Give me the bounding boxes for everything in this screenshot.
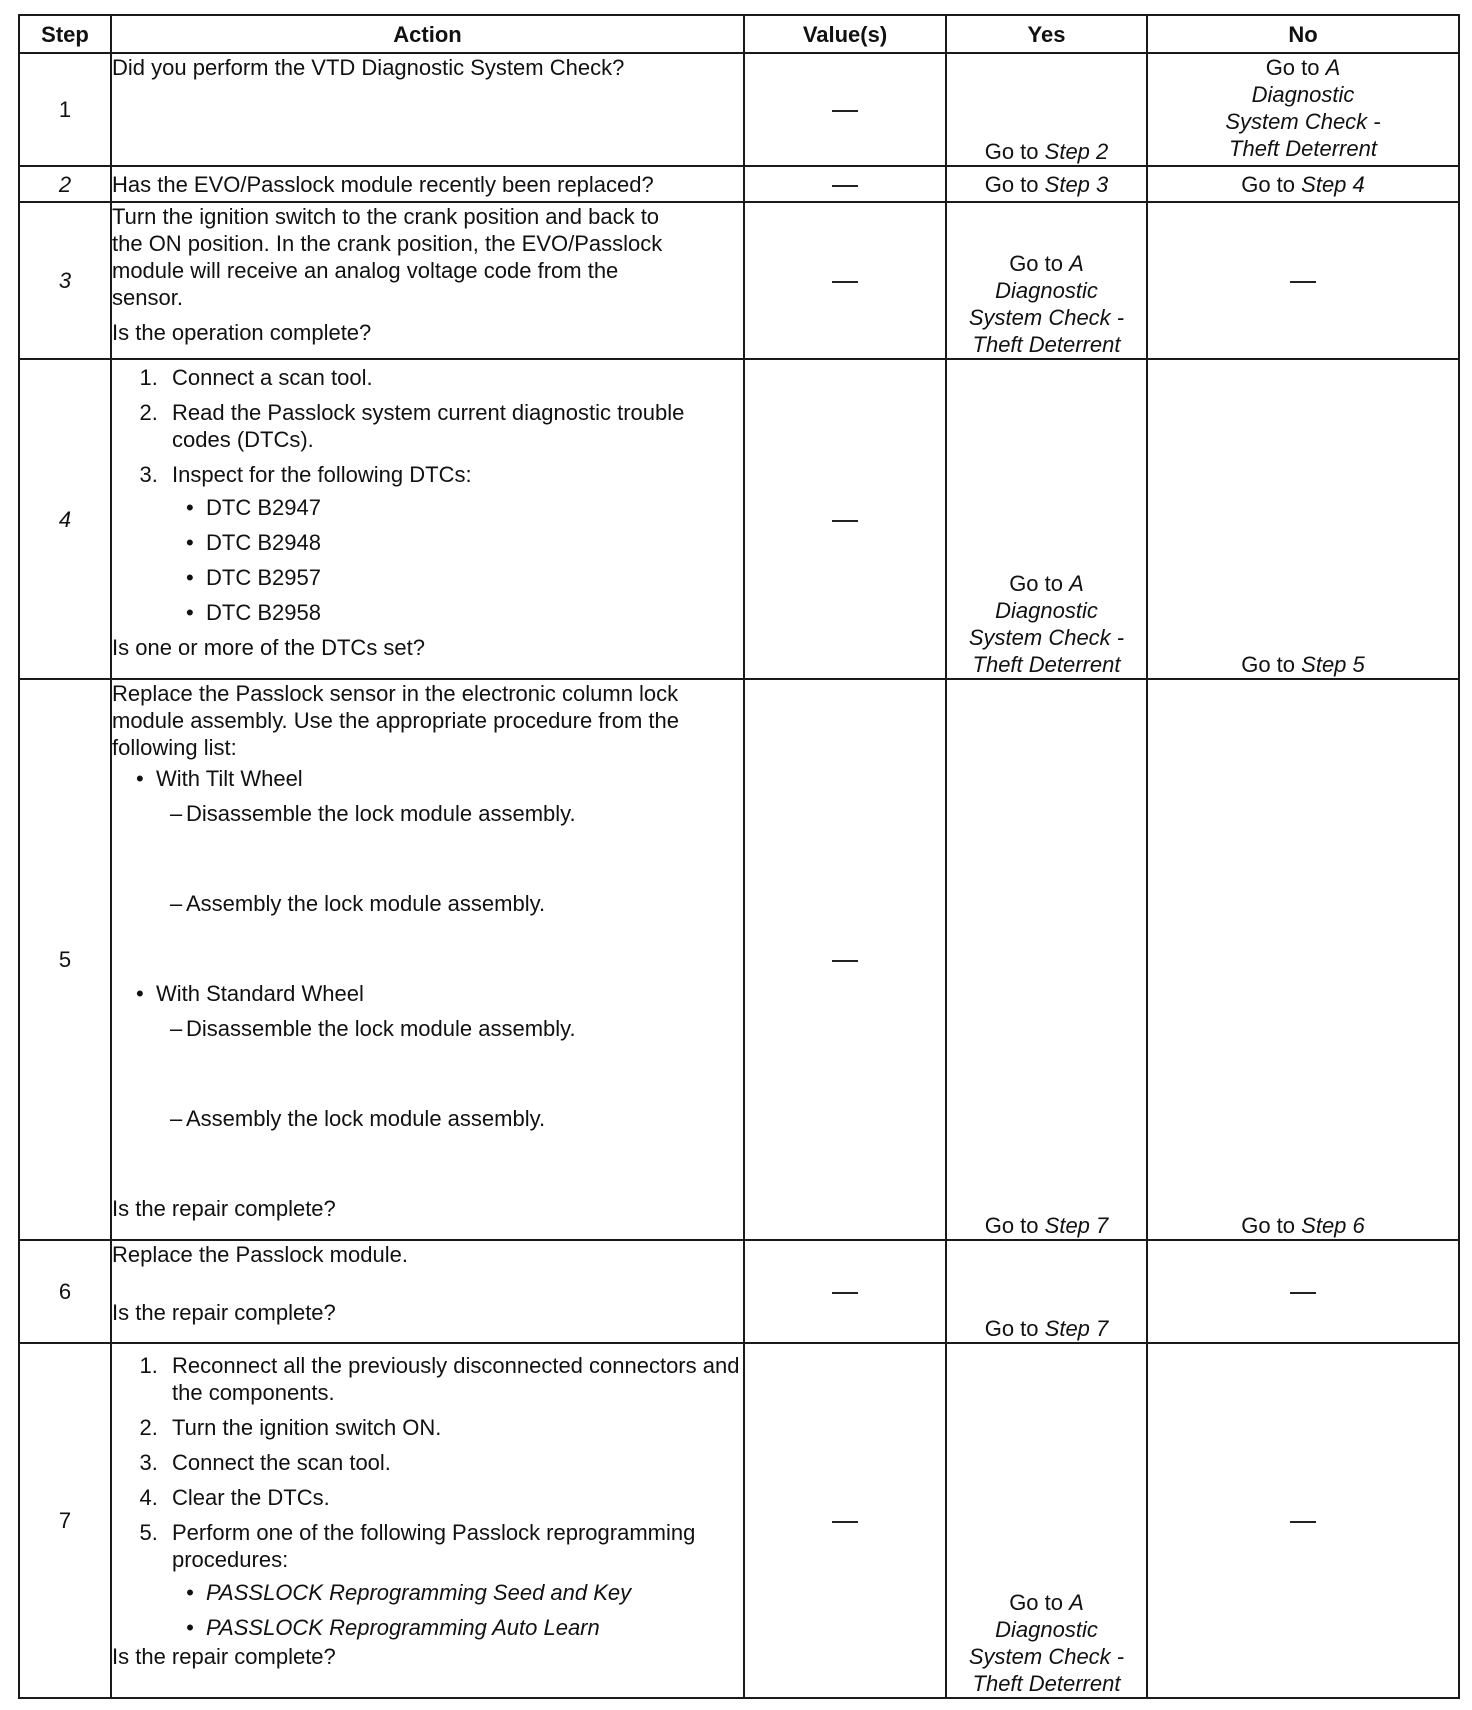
dash-mark xyxy=(1290,1292,1316,1294)
goto-step-link[interactable]: Step 5 xyxy=(1301,652,1365,677)
value-cell xyxy=(744,202,946,359)
dtc-item: • DTC B2958 xyxy=(184,599,743,626)
dash-mark xyxy=(832,110,858,112)
list-item: 3. Connect the scan tool. xyxy=(164,1449,743,1476)
action-question: Is one or more of the DTCs set? xyxy=(112,635,426,660)
step-number: 7 xyxy=(19,1343,111,1698)
header-yes: Yes xyxy=(946,15,1147,53)
table-row-step-7 xyxy=(19,1343,1459,1698)
dash-mark xyxy=(832,1292,858,1294)
list-item: 1. Reconnect all the previously disconnected connectors and the components. xyxy=(164,1352,743,1406)
yes-cell xyxy=(946,1343,1147,1698)
procedure-link[interactable]: • PASSLOCK Reprogramming Auto Learn xyxy=(184,1614,743,1641)
step-number: 3 xyxy=(19,202,111,359)
list-item: 1. Connect a scan tool. xyxy=(164,364,743,391)
reprogramming-procedures xyxy=(112,1579,743,1641)
no-cell: Go to Step 6 xyxy=(1147,679,1459,1240)
no-cell: Go to Step 5 xyxy=(1147,359,1459,679)
action-cell xyxy=(111,1343,744,1698)
table-row-step-5 xyxy=(19,679,1459,1240)
yes-cell: Go to Step 3 xyxy=(946,166,1147,202)
step-number: 2 xyxy=(19,166,111,202)
action-cell xyxy=(111,202,744,359)
value-cell xyxy=(744,679,946,1240)
goto-step-link[interactable]: Step 4 xyxy=(1301,171,1365,197)
header-action: Action xyxy=(111,15,744,53)
list-item: 5. Perform one of the following Passlock reprogramming procedures: xyxy=(164,1519,743,1573)
dash-mark xyxy=(832,1521,858,1523)
action-cell xyxy=(111,1240,744,1343)
value-cell xyxy=(744,166,946,202)
action-line: Replace the Passlock sensor in the electronic column lock xyxy=(112,681,679,706)
action-cell xyxy=(111,166,744,202)
list-item: • With Standard Wheel – Disassemble the lock module assembly. – Assembly the lock module assembly. xyxy=(134,980,743,1132)
sub-step: – Disassemble the lock module assembly. xyxy=(156,1015,743,1042)
goto-step-link[interactable]: Step 7 xyxy=(1044,1316,1109,1341)
dash-mark xyxy=(832,281,858,283)
dash-mark xyxy=(1290,1521,1316,1523)
list-item: 3. Inspect for the following DTCs: xyxy=(164,461,743,488)
procedure-list xyxy=(112,1352,743,1573)
dash-mark xyxy=(1290,281,1316,283)
list-item: 2. Read the Passlock system current diagnostic trouble codes (DTCs). xyxy=(164,399,743,453)
header-no: No xyxy=(1147,15,1459,53)
table-row-step-6 xyxy=(19,1240,1459,1343)
header-step: Step xyxy=(19,15,111,53)
goto-diagnostic-check-link[interactable]: Go to A Diagnostic System Check - Theft Deterrent xyxy=(968,251,1125,357)
action-question: Is the repair complete? xyxy=(112,1300,336,1325)
dtc-item: • DTC B2957 xyxy=(184,564,743,591)
header-values: Value(s) xyxy=(744,15,946,53)
dash-mark xyxy=(832,960,858,962)
action-cell xyxy=(111,679,744,1240)
goto-step-link[interactable]: Step 2 xyxy=(1044,139,1109,164)
no-cell xyxy=(1147,53,1459,166)
value-cell xyxy=(744,53,946,166)
action-text: Replace the Passlock module. xyxy=(112,1242,408,1267)
list-item: 2. Turn the ignition switch ON. xyxy=(164,1414,743,1441)
step-number: 5 xyxy=(19,679,111,1240)
yes-cell xyxy=(946,359,1147,679)
diagnostic-table xyxy=(18,14,1460,1699)
yes-cell: Go to Step 7 xyxy=(946,679,1147,1240)
step-number: 4 xyxy=(19,359,111,679)
action-text: Did you perform the VTD Diagnostic System Check? xyxy=(112,55,625,80)
dash-mark xyxy=(832,185,858,187)
goto-step-link[interactable]: Step 3 xyxy=(1044,171,1109,197)
action-line: module will receive an analog voltage code from the xyxy=(112,258,619,283)
goto-step-link[interactable]: Step 7 xyxy=(1044,1213,1109,1238)
list-item: • With Tilt Wheel – Disassemble the lock module assembly. – Assembly the lock module assembly. xyxy=(134,765,743,917)
action-text: Has the EVO/Passlock module recently been replaced? xyxy=(112,171,654,197)
table-row-step-3 xyxy=(19,202,1459,359)
action-cell xyxy=(111,53,744,166)
no-cell xyxy=(1147,1240,1459,1343)
yes-cell: Go to Step 2 xyxy=(946,53,1147,166)
table-row-step-4 xyxy=(19,359,1459,679)
goto-diagnostic-check-link[interactable]: Go to A Diagnostic System Check - Theft Deterrent xyxy=(968,571,1125,677)
value-cell xyxy=(744,359,946,679)
action-line: the ON position. In the crank position, the EVO/Passlock xyxy=(112,231,663,256)
value-cell xyxy=(744,1343,946,1698)
dtc-item: • DTC B2948 xyxy=(184,529,743,556)
dtc-item: • DTC B2947 xyxy=(184,494,743,521)
action-line: Turn the ignition switch to the crank position and back to xyxy=(112,204,660,229)
goto-diagnostic-check-link[interactable]: Go to A Diagnostic System Check - Theft Deterrent xyxy=(968,1590,1125,1696)
no-cell: Go to Step 4 xyxy=(1147,166,1459,202)
step-number: 1 xyxy=(19,53,111,166)
procedure-options xyxy=(112,765,743,1132)
action-question: Is the repair complete? xyxy=(112,1196,336,1221)
procedure-link[interactable]: • PASSLOCK Reprogramming Seed and Key xyxy=(184,1579,743,1606)
action-line: following list: xyxy=(112,735,237,760)
action-line: sensor. xyxy=(112,285,183,310)
sub-step: – Disassemble the lock module assembly. xyxy=(156,800,743,827)
table-row-step-1 xyxy=(19,53,1459,166)
action-question: Is the repair complete? xyxy=(112,1644,336,1669)
action-cell xyxy=(111,359,744,679)
yes-cell: Go to Step 7 xyxy=(946,1240,1147,1343)
sub-step: – Assembly the lock module assembly. xyxy=(156,1105,743,1132)
no-cell xyxy=(1147,202,1459,359)
value-cell xyxy=(744,1240,946,1343)
table-row-step-2 xyxy=(19,166,1459,202)
procedure-list xyxy=(112,364,743,488)
header-row xyxy=(19,15,1459,53)
goto-step-link[interactable]: Step 6 xyxy=(1301,1213,1365,1238)
list-item: 4. Clear the DTCs. xyxy=(164,1484,743,1511)
goto-diagnostic-check-link[interactable]: Go to A Diagnostic System Check - Theft Deterrent xyxy=(1225,55,1381,161)
no-cell xyxy=(1147,1343,1459,1698)
dtc-list xyxy=(112,494,743,626)
sub-step: – Assembly the lock module assembly. xyxy=(156,890,743,917)
action-line: module assembly. Use the appropriate procedure from the xyxy=(112,708,679,733)
yes-cell xyxy=(946,202,1147,359)
step-number: 6 xyxy=(19,1240,111,1343)
dash-mark xyxy=(832,520,858,522)
action-question: Is the operation complete? xyxy=(112,320,372,345)
